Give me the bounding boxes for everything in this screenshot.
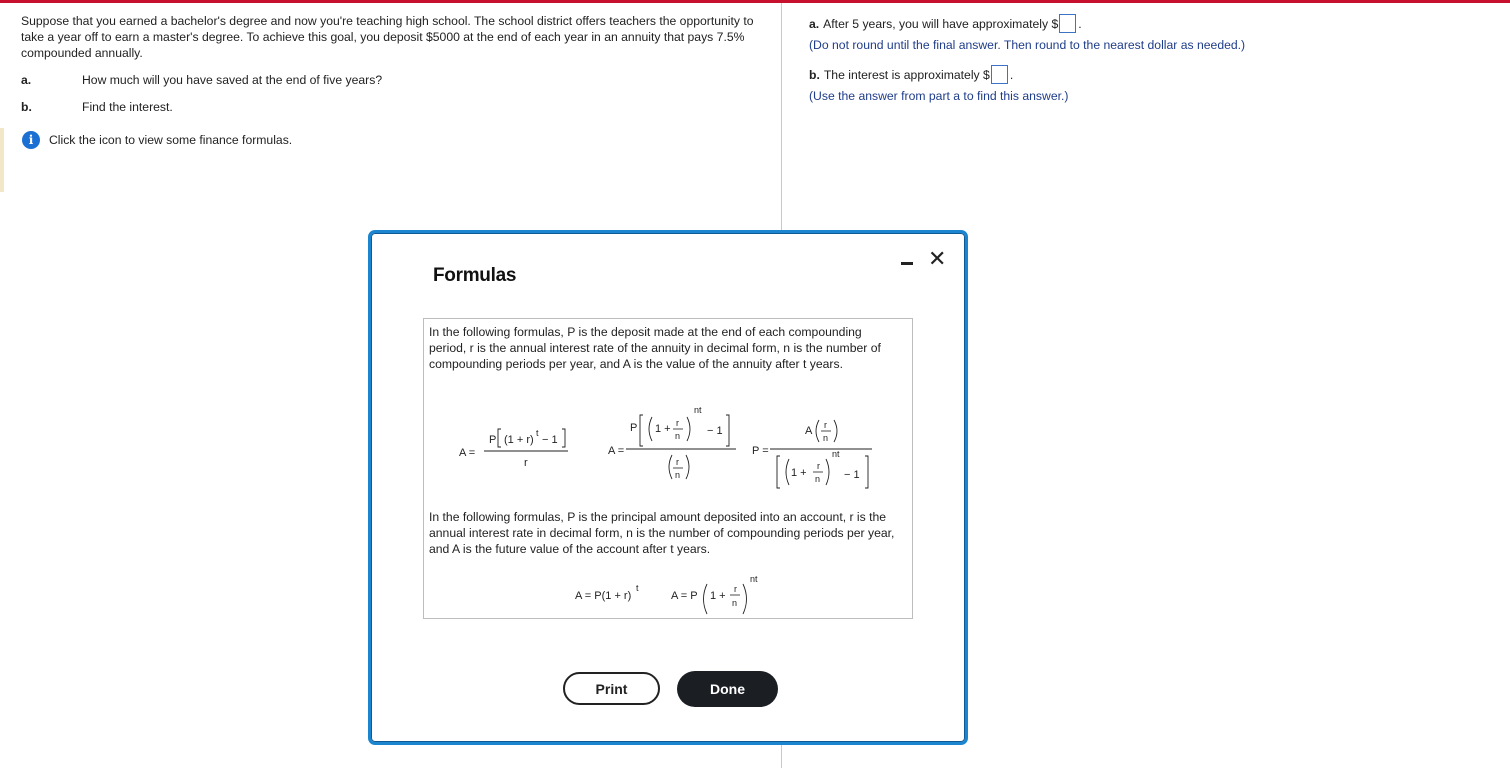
f2-n: n [675, 431, 681, 441]
f5-n: n [732, 598, 738, 608]
formula-info-line [22, 131, 292, 149]
question-text: Suppose that you earned a bachelor's degree and now you're teaching high school. The school district offers teachers the opportunity to take a year off to earn a master's degree. To achieve this goal, you deposit $5000 at the end of each year in an annuity that pays 7.5% compounded annually. [21, 14, 754, 60]
f4-left: A = P(1 + r) [575, 590, 632, 602]
formulas-dialog [368, 230, 968, 745]
info-icon[interactable]: i [22, 131, 40, 149]
answer-a-hint: (Do not round until the final answer. Then round to the nearest dollar as needed.) [809, 38, 1246, 52]
f2-a-eq: A = [608, 445, 625, 457]
f4-exp-t: t [636, 583, 639, 593]
f2-one-plus: 1 + [655, 423, 671, 435]
compound-description: In the following formulas, P is the principal amount deposited into an account, r is the annual interest rate in decimal form, n is the number of compounding periods per year, and A is the future value of the account after t years. [429, 510, 895, 556]
f5-one-plus: 1 + [710, 590, 726, 602]
answer-b-end: . [1009, 67, 1014, 82]
answer-a-label: a. [809, 16, 820, 31]
answer-a-text: After 5 years, you will have approximately $ [823, 16, 1059, 31]
answer-b-input[interactable] [991, 65, 1008, 84]
f5-exp-nt: nt [750, 574, 758, 584]
done-button[interactable]: Done [677, 671, 778, 707]
answer-a-end: . [1078, 16, 1082, 31]
f1-r: r [524, 457, 528, 469]
answer-b-label: b. [809, 67, 820, 82]
f3-den-r: r [817, 461, 820, 471]
f3-a: A [805, 425, 813, 437]
top-rule [0, 0, 1510, 3]
answer-b-text: The interest is approximately $ [823, 67, 990, 82]
minimize-icon[interactable] [900, 255, 914, 269]
f2-den-r: r [676, 457, 679, 467]
compound-formulas [424, 564, 912, 624]
formula-annuity-future-value [459, 428, 568, 469]
answer-b [809, 65, 1068, 103]
f3-r: r [824, 420, 827, 430]
formula-compound-annual [575, 583, 639, 602]
f5-left: A = P [671, 590, 698, 602]
f2-r: r [676, 418, 679, 428]
dialog-title: Formulas [433, 265, 517, 286]
f1-p: P [489, 434, 497, 446]
f3-one-plus: 1 + [791, 467, 807, 479]
info-text: Click the icon to view some finance formulas. [49, 133, 293, 147]
f1-exp-t: t [536, 428, 539, 438]
part-b-text: Find the interest. [82, 100, 173, 114]
part-b-letter: b. [21, 100, 32, 114]
formula-compound-n [671, 574, 758, 614]
f2-p: P [630, 422, 638, 434]
f1-one-plus-r: (1 + r) [504, 434, 534, 446]
part-a-text: How much will you have saved at the end of five years? [82, 73, 383, 87]
f2-den-n: n [675, 470, 681, 480]
f3-exp-nt: nt [832, 449, 840, 459]
formula-panel [423, 318, 913, 619]
print-button[interactable]: Print [563, 672, 660, 705]
formula-deposit [752, 420, 872, 488]
annuity-description: In the following formulas, P is the deposit made at the end of each compounding period, r is the annual interest rate of the annuity in decimal form, n is the number of compounding periods per year, and A is the value of the annuity after t years. [429, 325, 881, 371]
f1-minus-1: − 1 [542, 434, 558, 446]
f3-p-eq: P = [752, 445, 769, 457]
answer-a-input[interactable] [1059, 14, 1076, 33]
f2-exp-nt: nt [694, 405, 702, 415]
left-marker [0, 128, 4, 192]
part-a-letter: a. [21, 73, 32, 87]
close-icon[interactable]: ✕ [928, 247, 947, 272]
f3-den-n: n [815, 474, 821, 484]
answer-b-hint: (Use the answer from part a to find this answer.) [809, 89, 1069, 103]
answer-a [809, 14, 1245, 52]
formula-annuity-periodic [608, 405, 736, 480]
f1-a-eq: A = [459, 447, 476, 459]
f2-minus-1: − 1 [707, 425, 723, 437]
annuity-formulas [424, 394, 912, 524]
f3-n: n [823, 433, 829, 443]
f3-minus-1: − 1 [844, 469, 860, 481]
f5-r: r [734, 584, 737, 594]
